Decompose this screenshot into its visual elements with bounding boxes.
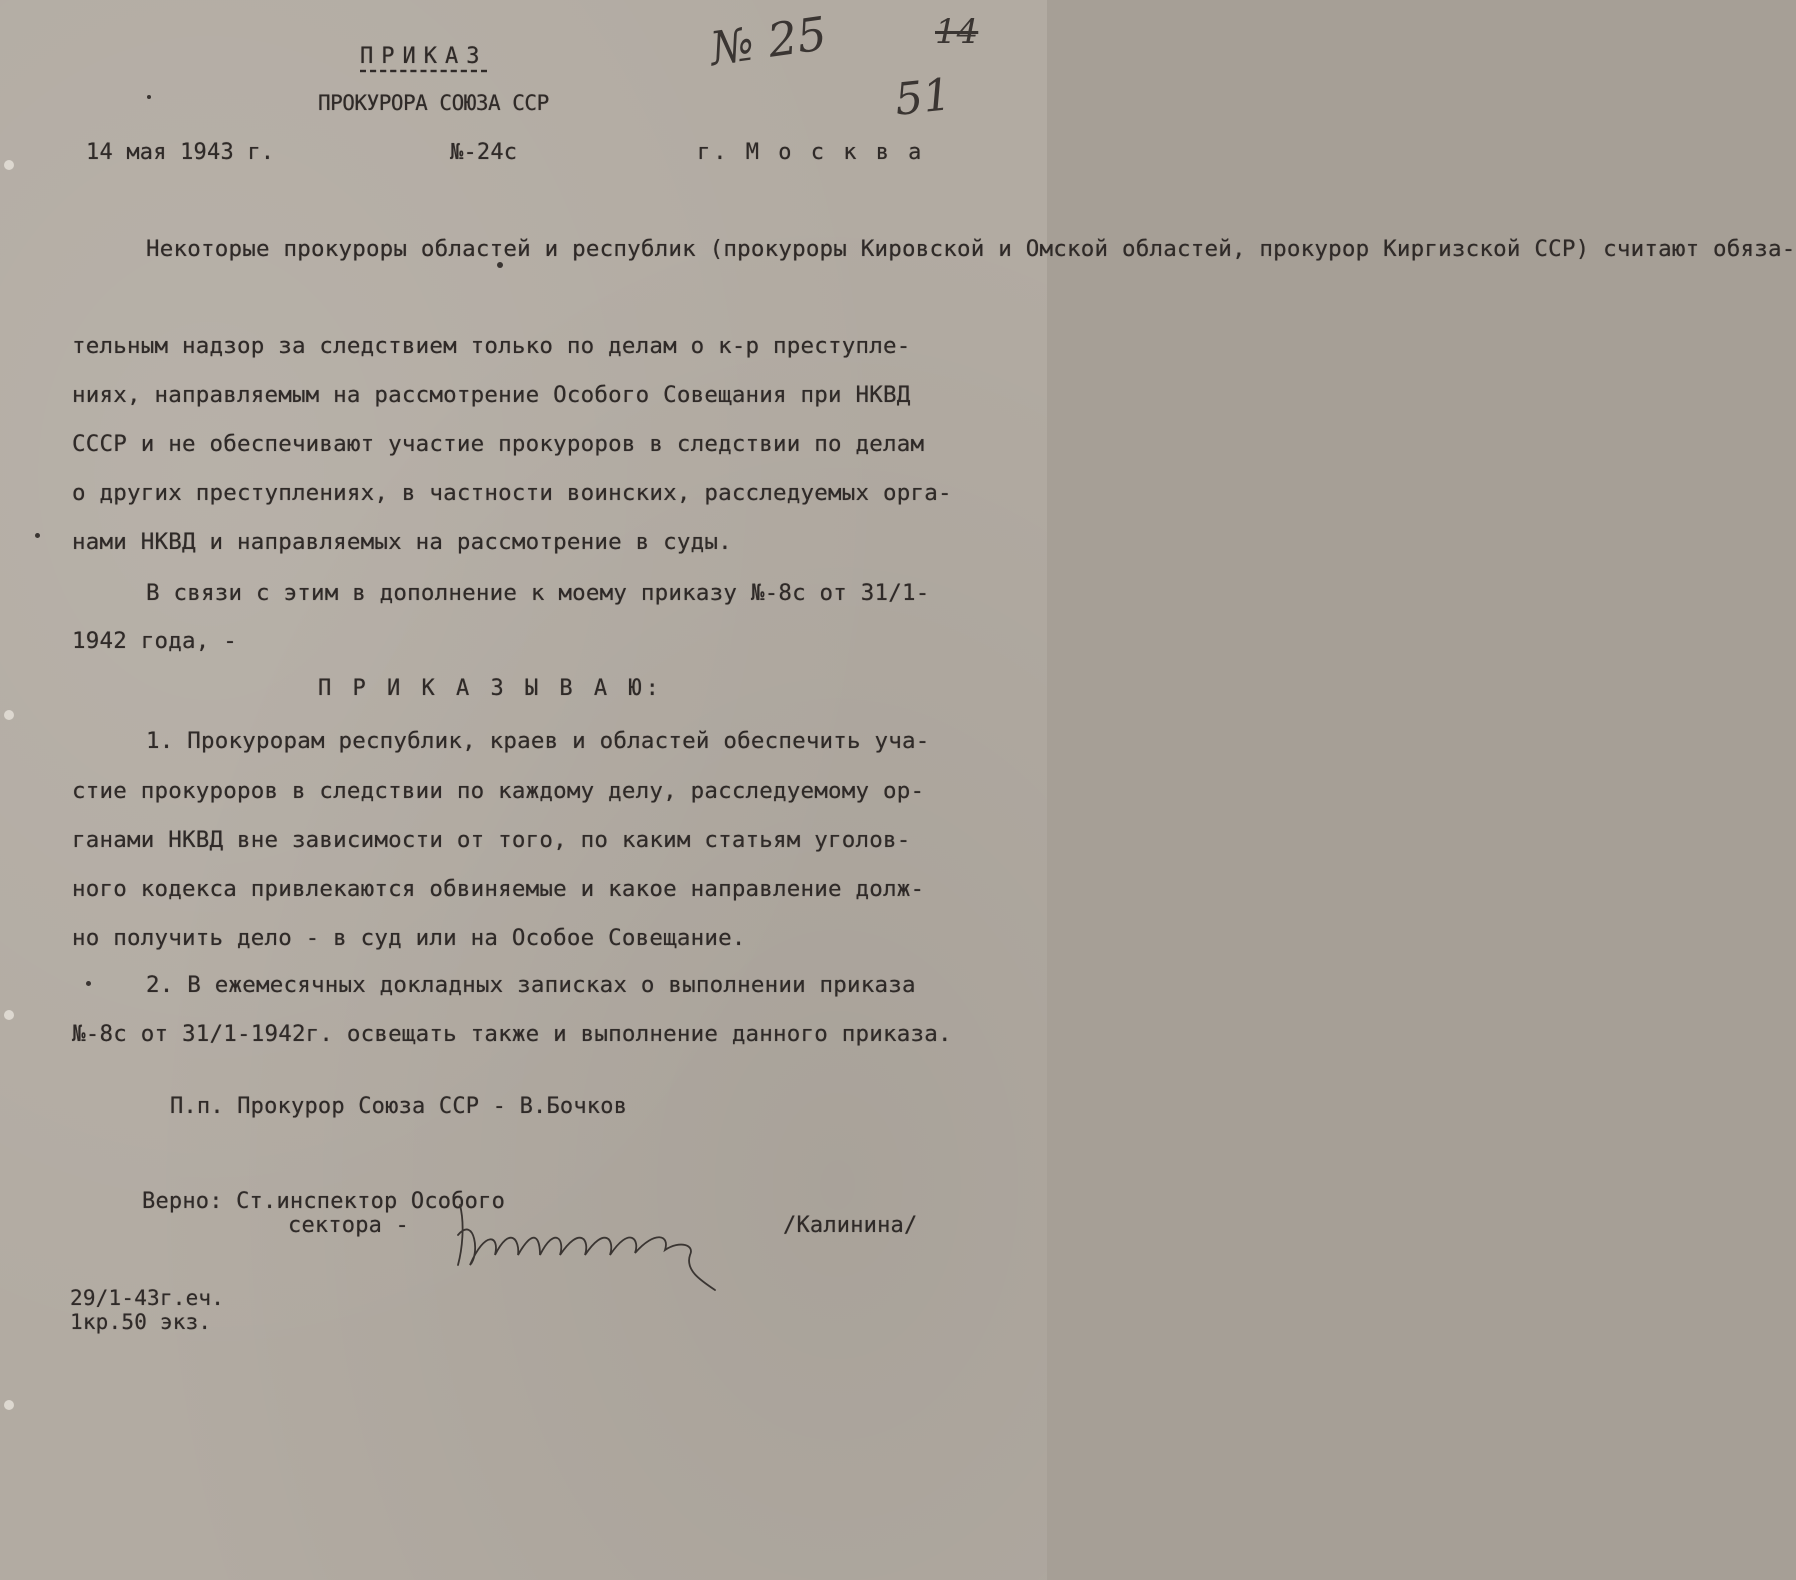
- item-1-line-text: 1. Прокурорам республик, краев и областей обеспечить уча-: [146, 728, 930, 754]
- item-1-line: [72, 876, 924, 902]
- preamble-line: [72, 480, 952, 506]
- verified-name: /Калинина/: [783, 1213, 918, 1238]
- handwritten-sheet-top: 14: [935, 12, 979, 52]
- item-2-line: [72, 1021, 952, 1047]
- ink-dot: [147, 95, 151, 99]
- item-2-line-text: №-8с от 31/1-1942г. освещать также и выполнение данного приказа.: [72, 1021, 952, 1047]
- preamble-line-3-text: ниях, направляемым на рассмотрение Особого Совещания при НКВД: [72, 382, 911, 408]
- item-1-line: [146, 728, 930, 754]
- item-1-line-text: ганами НКВД вне зависимости от того, по каким статьям уголов-: [72, 827, 911, 853]
- reference-line: 1942 года, -: [72, 628, 237, 654]
- binder-hole: [4, 160, 14, 170]
- handwritten-signature: [440, 1195, 740, 1295]
- document-subtitle: ПРОКУРОРА СОЮЗА ССР: [318, 91, 549, 115]
- preamble-line: [146, 236, 1796, 262]
- preamble-line: [72, 333, 911, 359]
- item-1-line: [72, 778, 924, 804]
- preamble-line: [72, 382, 911, 408]
- verified-label-2: сектора -: [288, 1213, 410, 1238]
- item-1-line-text: ного кодекса привлекаются обвиняемые и какое направление долж-: [72, 876, 925, 902]
- document-date: 14 мая 1943 г.: [86, 140, 275, 165]
- item-2-line-text: 2. В ежемесячных докладных записках о выполнении приказа: [146, 972, 916, 998]
- item-1-line: [72, 925, 746, 951]
- binder-hole: [4, 710, 14, 720]
- document-city: г. М о с к в а: [697, 140, 925, 165]
- handwritten-doc-number: № 25: [706, 6, 830, 76]
- item-1-line: [72, 827, 911, 853]
- document-number: №-24с: [450, 140, 518, 165]
- item-2-line: [146, 972, 916, 998]
- reference-line: В связи с этим в дополнение к моему приказу №-8с от 31/1-: [146, 580, 930, 606]
- item-1-line-text: но получить дело - в суд или на Особое Совещание.: [72, 925, 746, 951]
- preamble-line-5-text: о других преступлениях, в частности воинских, расследуемых орга-: [72, 480, 952, 506]
- handwritten-sheet-bottom: 51: [892, 69, 954, 126]
- preamble-line-1-text: Некоторые прокуроры областей и республик (прокуроры Кировской и Омской областей, прокурор Киргизской ССР) считают обяза-: [146, 236, 1796, 262]
- preamble-line-6-text: нами НКВД и направляемых на рассмотрение в суды.: [72, 529, 732, 555]
- preamble-line-4-text: СССР и не обеспечивают участие прокуроров в следствии по делам: [72, 431, 925, 457]
- document-title: ПРИКАЗ: [360, 44, 488, 69]
- binder-hole: [4, 1010, 14, 1020]
- footer-line-2: 1кр.50 экз.: [70, 1310, 212, 1334]
- signed-by: П.п. Прокурор Союза ССР - В.Бочков: [170, 1094, 628, 1119]
- binder-hole: [4, 1400, 14, 1410]
- ink-dot: [86, 981, 91, 986]
- ink-dot: [35, 533, 40, 538]
- footer-line-1: 29/1-43г.еч.: [70, 1286, 225, 1310]
- preamble-line: [72, 529, 732, 555]
- ink-dot: [497, 262, 503, 268]
- preamble-line: [72, 431, 924, 457]
- preamble-line-2-text: тельным надзор за следствием только по делам о к-р преступле-: [72, 333, 911, 359]
- verified-label: Верно: Ст.инспектор Особого: [142, 1189, 506, 1214]
- order-heading: П Р И К А З Ы В А Ю:: [318, 676, 663, 701]
- item-1-line-text: стие прокуроров в следствии по каждому делу, расследуемому ор-: [72, 778, 925, 804]
